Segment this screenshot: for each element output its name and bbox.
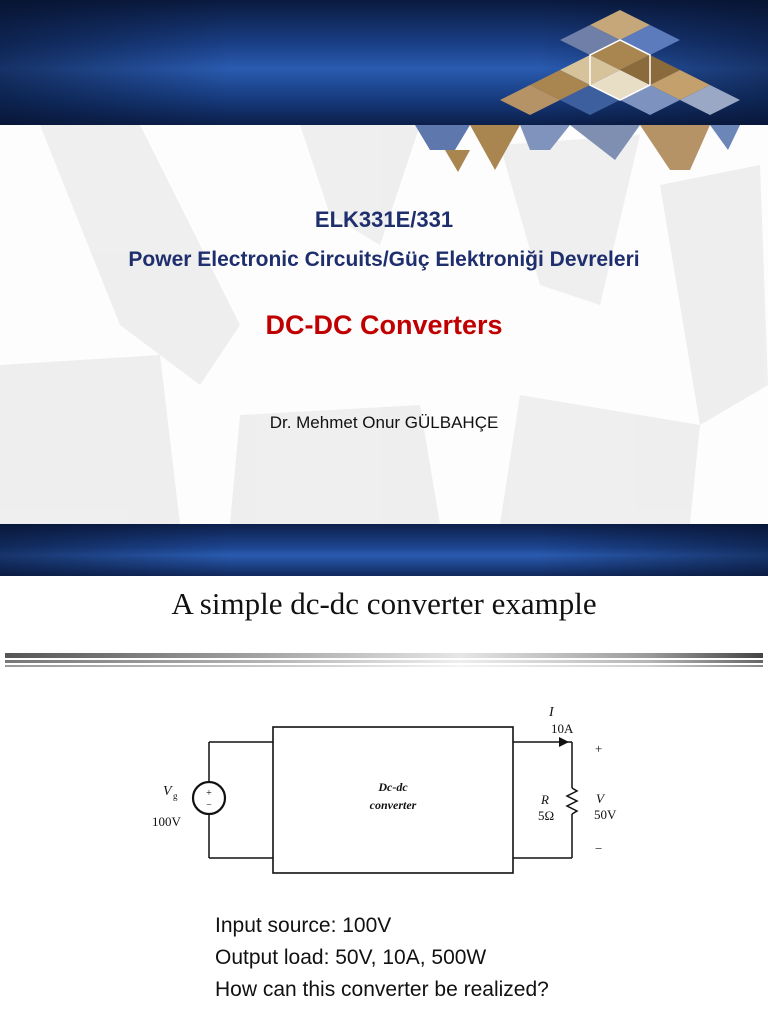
resistor-value: 5Ω	[538, 808, 555, 823]
content-slide	[0, 576, 768, 1024]
source-minus-sign: −	[206, 800, 212, 811]
current-value: 10A	[551, 721, 574, 736]
course-code: ELK331E/331	[314, 207, 454, 232]
converter-label-line2: converter	[369, 798, 417, 812]
output-voltage-value: 50V	[594, 807, 617, 822]
resistor-symbol-label: R	[541, 792, 549, 807]
source-subscript: g	[173, 791, 178, 801]
footer-band	[0, 524, 768, 576]
list-item: Input source: 100V	[215, 914, 392, 937]
current-symbol: I	[549, 705, 554, 720]
converter-label-line1: Dc-dc	[378, 780, 408, 794]
source-plus-sign: +	[206, 788, 212, 799]
output-plus-sign: +	[595, 741, 603, 756]
source-symbol: V	[163, 784, 172, 799]
source-value: 100V	[152, 814, 181, 829]
current-arrow	[559, 737, 569, 747]
author-name: Dr. Mehmet Onur GÜLBAHÇE	[269, 413, 499, 432]
course-name: Power Electronic Circuits/Güç Elektroniği Devreleri	[128, 248, 640, 271]
list-item: Output load: 50V, 10A, 500W	[215, 946, 487, 969]
list-item: How can this converter be realized?	[215, 978, 549, 1001]
slide-title: A simple dc-dc converter example	[171, 586, 597, 621]
resistor-symbol	[567, 788, 577, 814]
converter-specs-list	[215, 910, 549, 1006]
output-voltage-symbol: V	[596, 791, 604, 806]
output-minus-sign: −	[595, 841, 603, 856]
lecture-title: DC-DC Converters	[265, 310, 503, 340]
university-logo-mark	[410, 0, 740, 180]
